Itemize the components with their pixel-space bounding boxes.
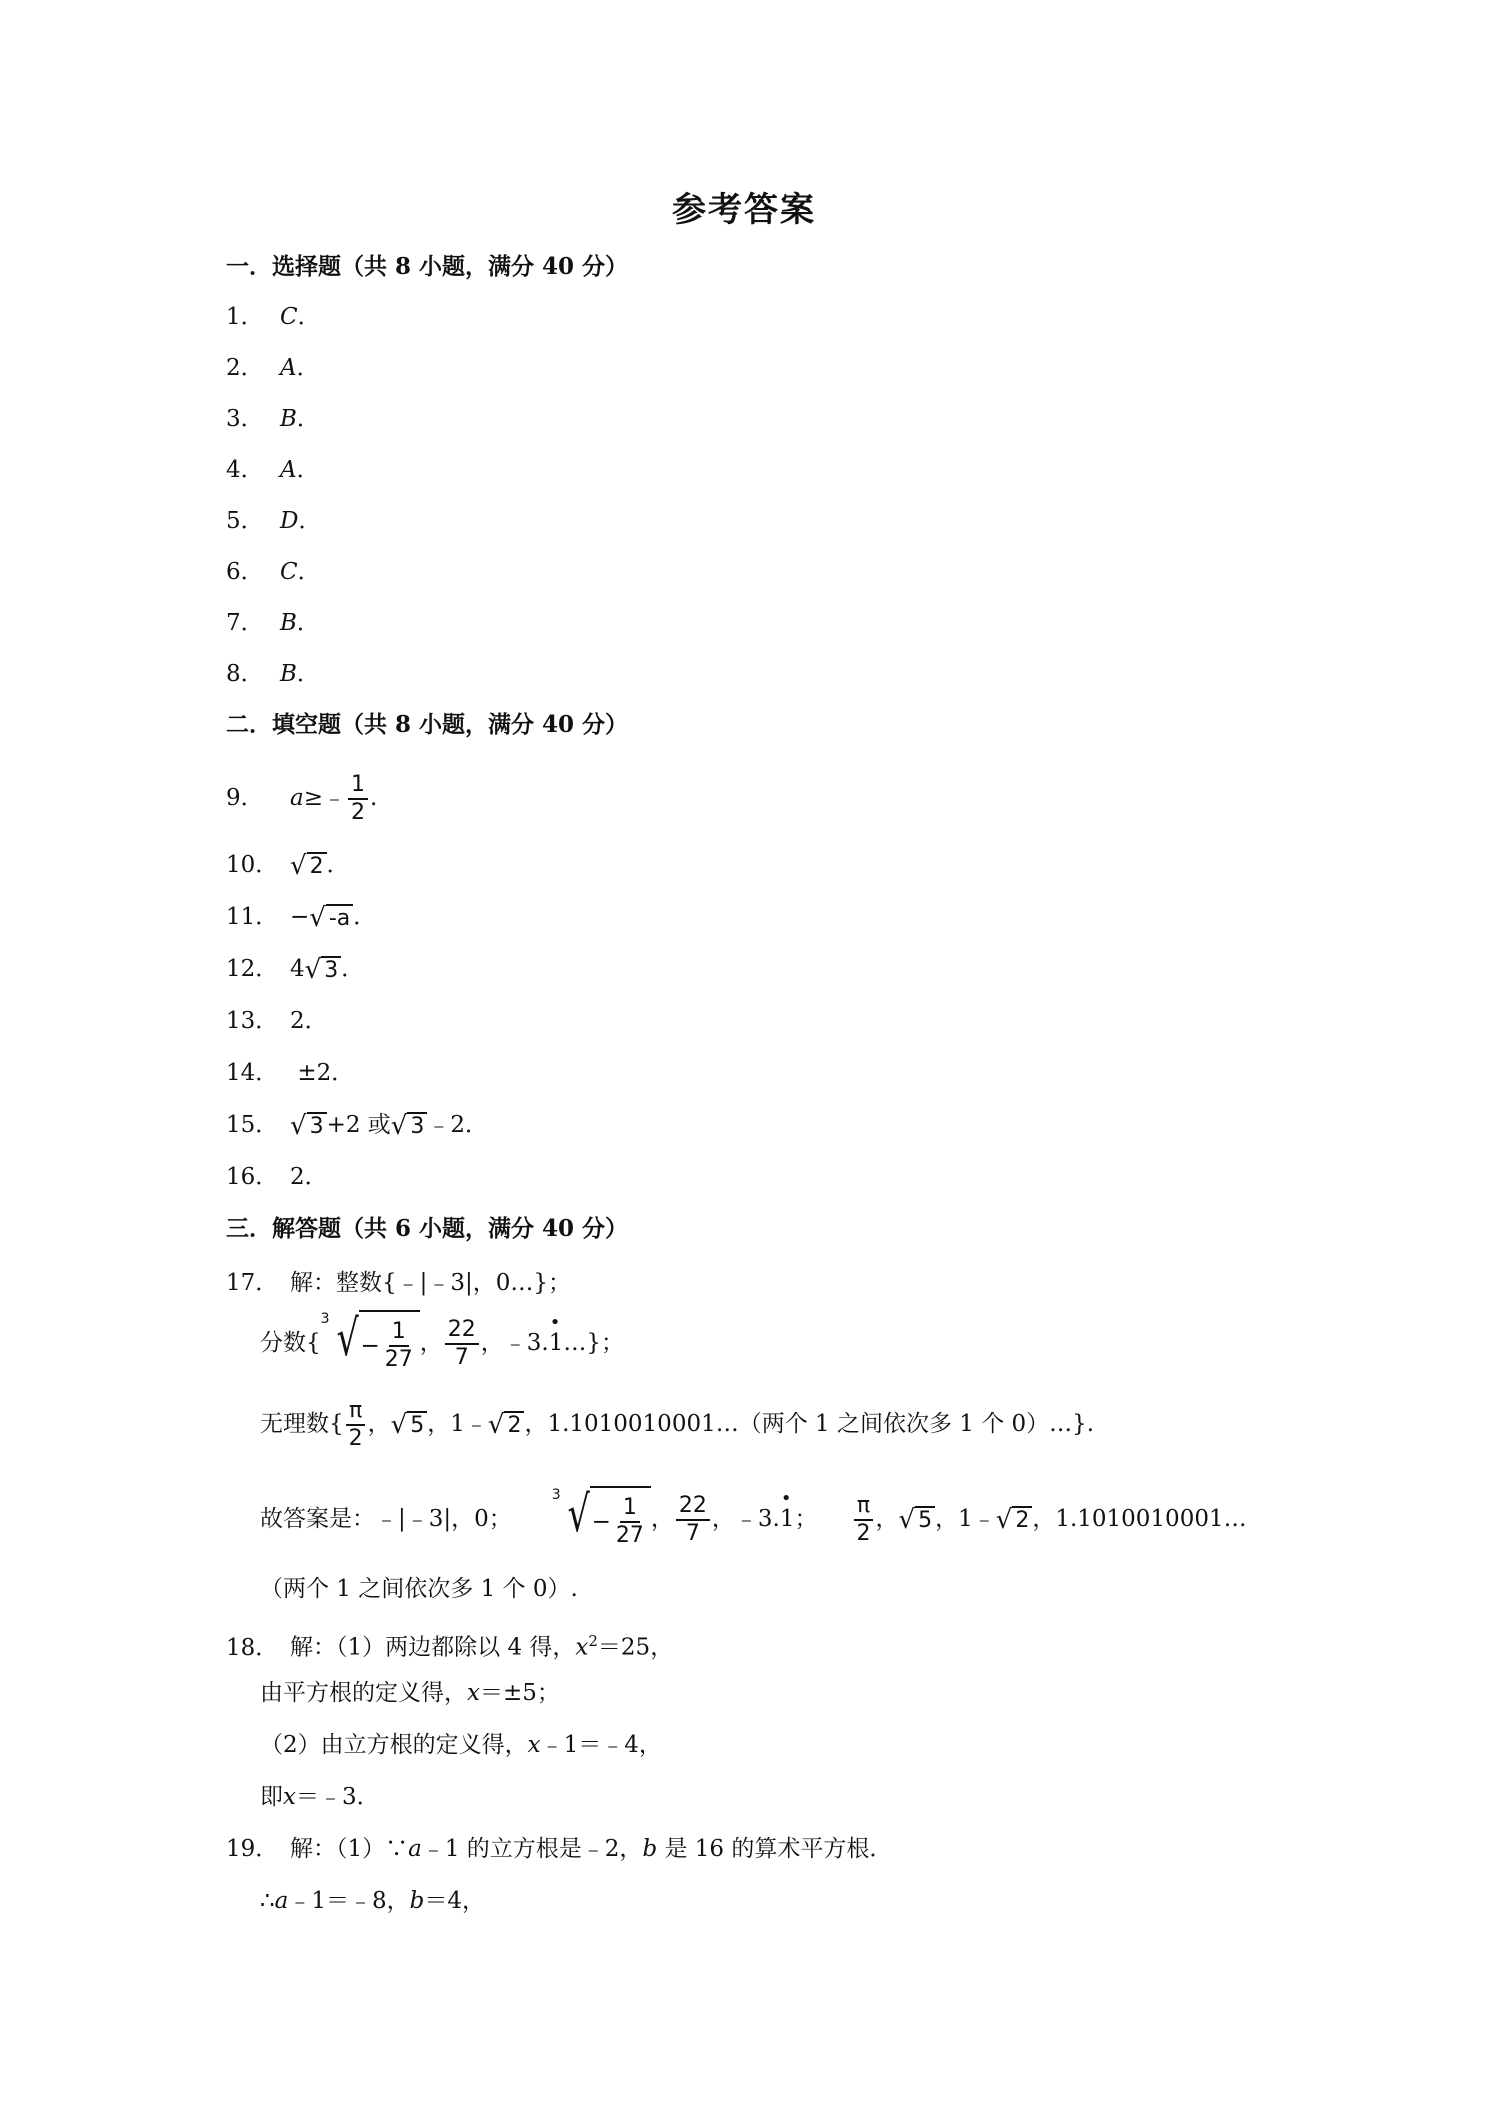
answer-16: 16． 2． — [226, 1164, 328, 1190]
question-number: 17． — [226, 1270, 279, 1296]
answer-17-line-1: 17． 解：整数{﹣|﹣3|，0…}； — [226, 1270, 572, 1296]
choice-letter: B — [280, 661, 297, 687]
fraction: $\frac{22}{7}$ — [676, 1494, 710, 1546]
question-number: 4． — [226, 457, 264, 483]
choice-letter: D — [280, 508, 299, 534]
fraction: $\frac{1}{2}$ — [348, 773, 368, 825]
choice-answer-row: 6． C． — [226, 559, 321, 585]
square-root: √ 3 — [290, 1112, 327, 1140]
section-heading-fill: 二．填空题（共 8 小题，满分 40 分） — [226, 711, 629, 738]
question-number: 13． — [226, 1008, 279, 1034]
answer-17-note: （两个 1 之间依次多 1 个 0）. — [260, 1576, 578, 1602]
answer-13: 13． 2． — [226, 1008, 328, 1034]
question-number: 16． — [226, 1164, 279, 1190]
answer-18-line-3: （2）由立方根的定义得，x﹣1＝﹣4， — [260, 1732, 662, 1758]
question-number: 9． — [226, 785, 264, 811]
fraction: $\frac{\pi}{2}$ — [346, 1399, 366, 1451]
question-number: 10． — [226, 852, 279, 878]
choice-answer-row: 7． B． — [226, 610, 320, 636]
answer-14: 14． ±2． — [226, 1060, 355, 1086]
square-root: √ 5 — [899, 1506, 936, 1534]
repeating-digit: • 1 — [780, 1487, 795, 1551]
choice-answer-row: 3． B． — [226, 406, 320, 432]
repeating-digit: • 1 — [549, 1311, 564, 1375]
answer-15: 15． √ 3 +2 或 √ 3 ﹣2． — [226, 1111, 489, 1141]
question-number: 11． — [226, 904, 279, 930]
square-root: √ 3 — [391, 1112, 428, 1140]
fraction: $\frac{22}{7}$ — [445, 1318, 479, 1370]
question-number: 12． — [226, 956, 279, 982]
question-number: 6． — [226, 559, 264, 585]
choice-answer-row: 5． D． — [226, 508, 322, 534]
answer-9: 9． a≥﹣ $\frac{1}{2}$ . — [226, 772, 378, 825]
question-number: 15． — [226, 1112, 279, 1138]
choice-answer-row: 1． C． — [226, 304, 321, 330]
square-root: √ -a — [309, 904, 353, 932]
cube-root: 3 √ − $\frac{1}{27}$ — [321, 1310, 420, 1378]
page-title: 参考答案 — [672, 190, 816, 230]
answer-18-line-4: 即x＝﹣3． — [260, 1784, 380, 1810]
choice-letter: A — [280, 355, 297, 381]
question-number: 3． — [226, 406, 264, 432]
choice-letter: C — [280, 559, 298, 585]
choice-answer-row: 4． A． — [226, 457, 320, 483]
cube-root: 3 √ − $\frac{1}{27}$ — [552, 1486, 651, 1554]
answer-17-fractions: 分数{ 3 √ − $\frac{1}{27}$ ， $\frac{22}{7}$ ，﹣3.• 1…}； — [260, 1310, 624, 1378]
question-number: 2． — [226, 355, 264, 381]
question-number: 7． — [226, 610, 264, 636]
answer-19-line-2: ∴a﹣1＝﹣8，b＝4， — [260, 1888, 486, 1914]
answer-19-line-1: 19． 解：（1）∵a﹣1 的立方根是﹣2，b 是 16 的算术平方根． — [226, 1836, 893, 1862]
choice-letter: B — [280, 406, 297, 432]
question-number: 5． — [226, 508, 264, 534]
question-number: 18． — [226, 1634, 279, 1661]
square-root: √ 2 — [996, 1506, 1033, 1534]
answer-12: 12． 4 √ 3 ． — [226, 955, 365, 985]
square-root: √ 2 — [290, 852, 327, 880]
answer-18-line-2: 由平方根的定义得，x＝±5； — [260, 1680, 560, 1706]
choice-letter: A — [280, 457, 297, 483]
square-root: √ 3 — [305, 956, 342, 984]
answer-17-summary: 故答案是：﹣|﹣3|，0； 3 √ − $\frac{1}{27}$ ， $\frac{22}{7}$ ，﹣3.• 1； $\frac{\pi}{2}$ ， √ 5 ，1﹣ √ 2 ，1.1010010001… — [260, 1486, 1247, 1554]
question-number: 1． — [226, 304, 264, 330]
answer-18-line-1: 18． 解：（1）两边都除以 4 得，$x^2=25$， — [226, 1632, 674, 1661]
square-root: √ 5 — [391, 1411, 428, 1439]
question-number: 19． — [226, 1836, 279, 1862]
square-root: √ 2 — [488, 1411, 525, 1439]
choice-letter: C — [280, 304, 298, 330]
answer-10: 10． √ 2 ． — [226, 851, 350, 881]
choice-letter: B — [280, 610, 297, 636]
question-number: 14． — [226, 1060, 279, 1086]
answer-11: 11． − √ -a ． — [226, 903, 377, 933]
fraction: $\frac{\pi}{2}$ — [854, 1494, 874, 1546]
choice-answer-row: 8． B． — [226, 661, 320, 687]
question-number: 8． — [226, 661, 264, 687]
answer-17-irrationals: 无理数{ $\frac{\pi}{2}$ ， √ 5 ，1﹣ √ 2 ，1.1010010001…（两个 1 之间依次多 1 个 0）…}. — [260, 1398, 1095, 1451]
choice-answer-row: 2． A． — [226, 355, 320, 381]
section-heading-solve: 三．解答题（共 6 小题，满分 40 分） — [226, 1215, 629, 1242]
section-heading-choice: 一．选择题（共 8 小题，满分 40 分） — [226, 253, 629, 280]
